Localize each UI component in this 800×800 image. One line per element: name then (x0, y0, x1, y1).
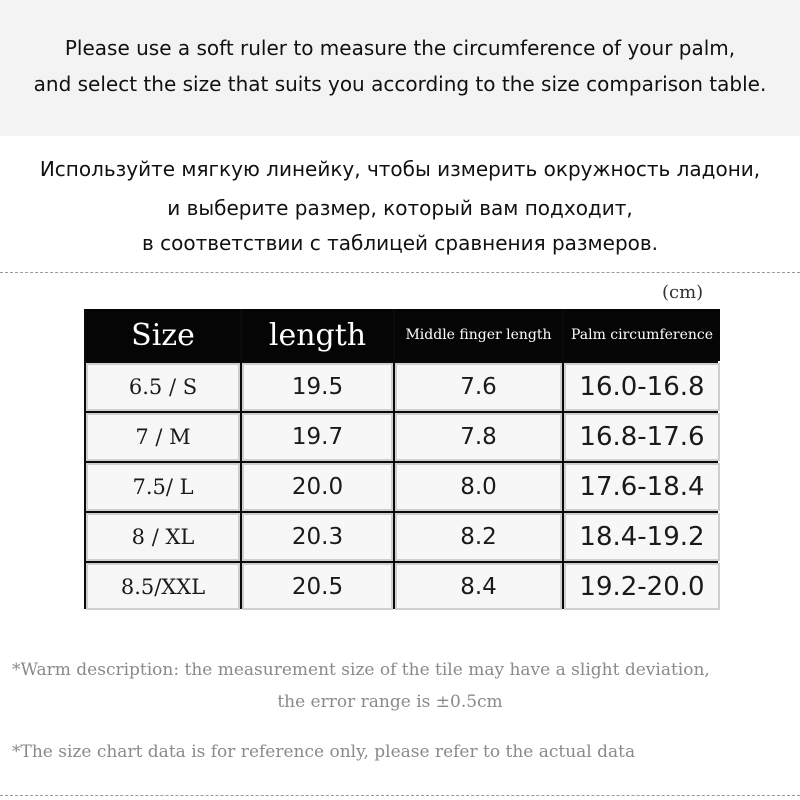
instruction-en-line-1: Please use a soft ruler to measure the circumference of your palm, (64, 36, 736, 60)
cell-length: 19.7 (242, 413, 393, 461)
header-size: Size (86, 309, 240, 361)
cell-palm: 17.6-18.4 (564, 463, 720, 511)
instruction-ru-line-1: Используйте мягкую линейку, чтобы измерить окружность ладони, (39, 157, 761, 181)
cell-size: 7 / M (86, 413, 240, 461)
header-palm-circumference: Palm circumference (564, 309, 720, 361)
divider-bottom (0, 795, 800, 796)
cell-length: 20.5 (242, 563, 393, 610)
cell-length: 20.3 (242, 513, 393, 561)
instruction-en-line-2: and select the size that suits you according to the size comparison table. (33, 72, 767, 96)
cell-length: 20.0 (242, 463, 393, 511)
cell-palm: 19.2-20.0 (564, 563, 720, 610)
size-chart-table (84, 309, 718, 609)
cell-middle-finger: 8.4 (395, 563, 562, 610)
reference-note: *The size chart data is for reference only, please refer to the actual data (12, 742, 636, 762)
cell-middle-finger: 8.2 (395, 513, 562, 561)
english-instructions-band (0, 0, 800, 136)
cell-middle-finger: 7.8 (395, 413, 562, 461)
cell-middle-finger: 8.0 (395, 463, 562, 511)
cell-palm: 16.8-17.6 (564, 413, 720, 461)
cell-palm: 18.4-19.2 (564, 513, 720, 561)
cell-length: 19.5 (242, 363, 393, 411)
header-middle-finger-length: Middle finger length (395, 309, 562, 361)
warm-note-line-2: the error range is ±0.5cm (277, 692, 503, 712)
instruction-ru-line-2: и выберите размер, который вам подходит, (167, 196, 633, 220)
header-length: length (242, 309, 393, 361)
cell-size: 8 / XL (86, 513, 240, 561)
divider-top (0, 272, 800, 273)
cell-size: 6.5 / S (86, 363, 240, 411)
instruction-ru-line-3: в соответствии с таблицей сравнения размеров. (141, 231, 659, 255)
cell-middle-finger: 7.6 (395, 363, 562, 411)
cell-size: 8.5/XXL (86, 563, 240, 610)
warm-note-line-1: *Warm description: the measurement size of the tile may have a slight deviation, (12, 660, 710, 680)
cell-palm: 16.0-16.8 (564, 363, 720, 411)
cell-size: 7.5/ L (86, 463, 240, 511)
unit-label: (cm) (662, 282, 704, 303)
